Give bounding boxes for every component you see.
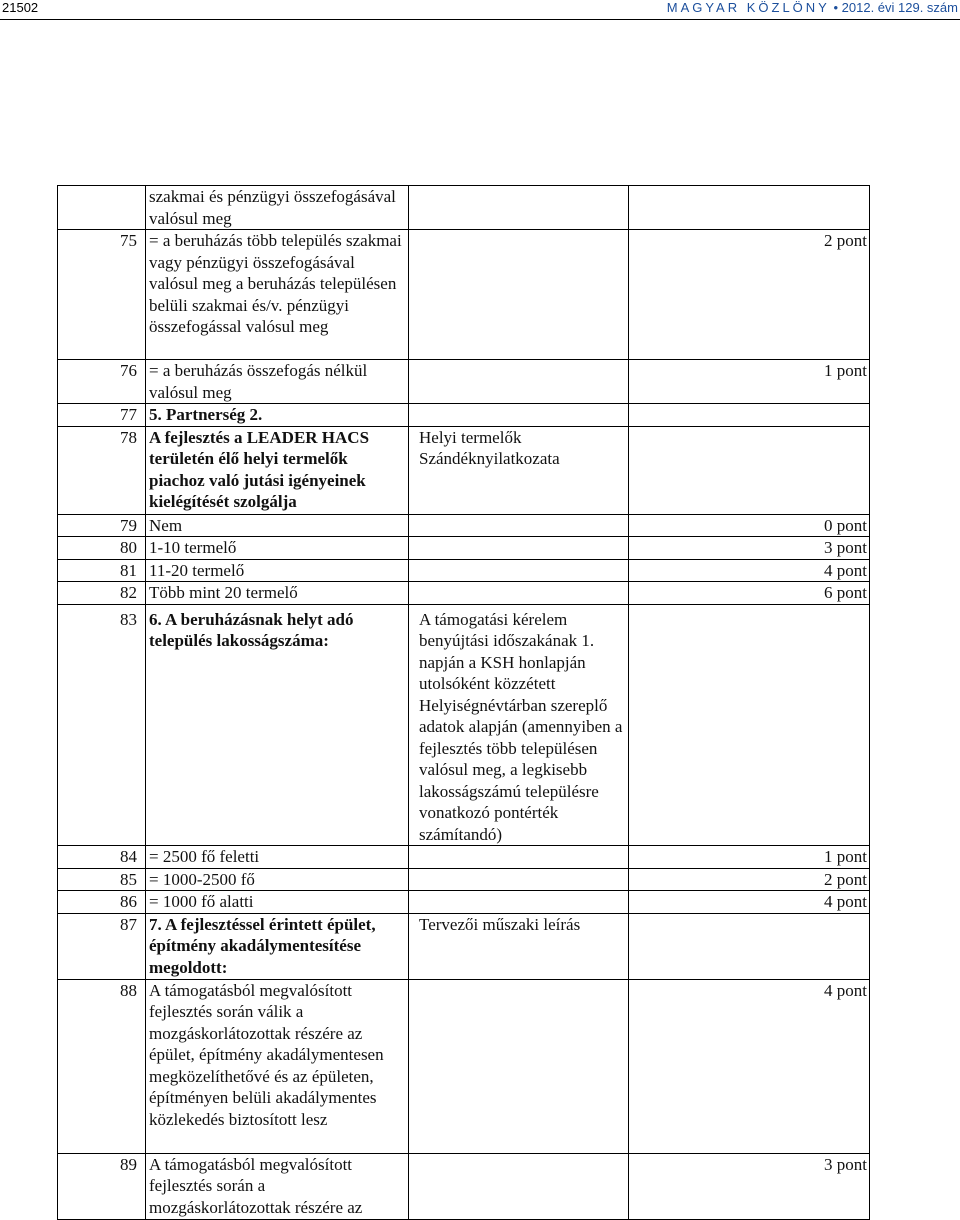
page-header — [0, 0, 960, 20]
row-number: 84 — [58, 846, 146, 869]
section-heading: 5. Partnerség 2. — [146, 404, 409, 427]
journal-name: MAGYAR KÖZLÖNY — [666, 0, 830, 15]
row-points: 4 pont — [629, 559, 870, 582]
row-points: 2 pont — [629, 230, 870, 360]
row-description: = 1000 fő alatti — [146, 891, 409, 914]
row-note — [409, 559, 629, 582]
table-row — [58, 582, 870, 605]
row-number: 87 — [58, 913, 146, 979]
row-note — [409, 1153, 629, 1219]
row-note — [409, 868, 629, 891]
criterion-heading: 6. A beruházásnak helyt adó település lakosságszáma: — [146, 604, 409, 846]
row-number: 78 — [58, 426, 146, 514]
table-row — [58, 230, 870, 360]
row-points: 2 pont — [629, 868, 870, 891]
row-note — [409, 537, 629, 560]
row-note: A támogatási kérelem benyújtási időszakának 1. napján a KSH honlapján utolsóként közzétett Helyiségnévtárban szereplő adatok alapján (amennyiben a fejlesztés több településen valósul meg, a legkisebb lakosságszámú településre vonatkozó pontérték számítandó) — [409, 604, 629, 846]
row-points — [629, 913, 870, 979]
row-number — [58, 186, 146, 230]
row-description: = a beruházás több település szakmai vagy pénzügyi összefogásával valósul meg a beruházás településen belüli szakmai és/v. pénzügyi összefogással valósul meg — [146, 230, 409, 360]
row-number: 75 — [58, 230, 146, 360]
table-row — [58, 913, 870, 979]
row-points — [629, 604, 870, 846]
row-points: 3 pont — [629, 537, 870, 560]
table-row — [58, 604, 870, 846]
table-row — [58, 979, 870, 1153]
table-row — [58, 537, 870, 560]
row-note — [409, 891, 629, 914]
journal-title — [667, 0, 958, 15]
row-number: 86 — [58, 891, 146, 914]
row-note — [409, 404, 629, 427]
row-description: A támogatásból megvalósított fejlesztés során a mozgáskorlátozottak részére az — [146, 1153, 409, 1219]
row-note — [409, 979, 629, 1153]
row-number: 88 — [58, 979, 146, 1153]
table-row — [58, 186, 870, 230]
row-note — [409, 582, 629, 605]
page-number: 21502 — [2, 0, 39, 15]
row-description: A támogatásból megvalósított fejlesztés során válik a mozgáskorlátozottak részére az épület, építmény akadálymentesen megközelíthetővé és az épületen, építményen belüli akadálymentes közlekedés biztosított lesz — [146, 979, 409, 1153]
row-description: = 1000-2500 fő — [146, 868, 409, 891]
row-points: 3 pont — [629, 1153, 870, 1219]
row-description: szakmai és pénzügyi összefogásával valósul meg — [146, 186, 409, 230]
row-description: Több mint 20 termelő — [146, 582, 409, 605]
row-number: 76 — [58, 360, 146, 404]
table-row — [58, 404, 870, 427]
row-number: 80 — [58, 537, 146, 560]
row-description: 1-10 termelő — [146, 537, 409, 560]
table-row — [58, 868, 870, 891]
row-number: 81 — [58, 559, 146, 582]
row-note — [409, 230, 629, 360]
table-row — [58, 426, 870, 514]
table-row — [58, 360, 870, 404]
row-note: Tervezői műszaki leírás — [409, 913, 629, 979]
row-description: = a beruházás összefogás nélkül valósul meg — [146, 360, 409, 404]
table-row — [58, 891, 870, 914]
row-number: 89 — [58, 1153, 146, 1219]
criterion-heading: 7. A fejlesztéssel érintett épület, építmény akadálymentesítése megoldott: — [146, 913, 409, 979]
row-points — [629, 404, 870, 427]
row-note — [409, 514, 629, 537]
row-points: 6 pont — [629, 582, 870, 605]
scoring-table — [57, 185, 870, 1220]
row-points: 0 pont — [629, 514, 870, 537]
row-note — [409, 186, 629, 230]
row-description: = 2500 fő feletti — [146, 846, 409, 869]
row-note — [409, 846, 629, 869]
criterion-heading: A fejlesztés a LEADER HACS területén élő helyi termelők piachoz való jutási igényeinek kielégítését szolgálja — [146, 426, 409, 514]
row-number: 85 — [58, 868, 146, 891]
row-description: 11-20 termelő — [146, 559, 409, 582]
row-description: Nem — [146, 514, 409, 537]
table-row — [58, 514, 870, 537]
row-note — [409, 360, 629, 404]
row-points: 4 pont — [629, 979, 870, 1153]
row-number: 82 — [58, 582, 146, 605]
table-row — [58, 846, 870, 869]
row-number: 83 — [58, 604, 146, 846]
row-points — [629, 426, 870, 514]
journal-issue: • 2012. évi 129. szám — [833, 0, 958, 15]
row-number: 77 — [58, 404, 146, 427]
table-row — [58, 1153, 870, 1219]
row-points: 1 pont — [629, 846, 870, 869]
row-points: 1 pont — [629, 360, 870, 404]
row-number: 79 — [58, 514, 146, 537]
row-points — [629, 186, 870, 230]
row-points: 4 pont — [629, 891, 870, 914]
row-note: Helyi termelők Szándéknyilatkozata — [409, 426, 629, 514]
table-row — [58, 559, 870, 582]
